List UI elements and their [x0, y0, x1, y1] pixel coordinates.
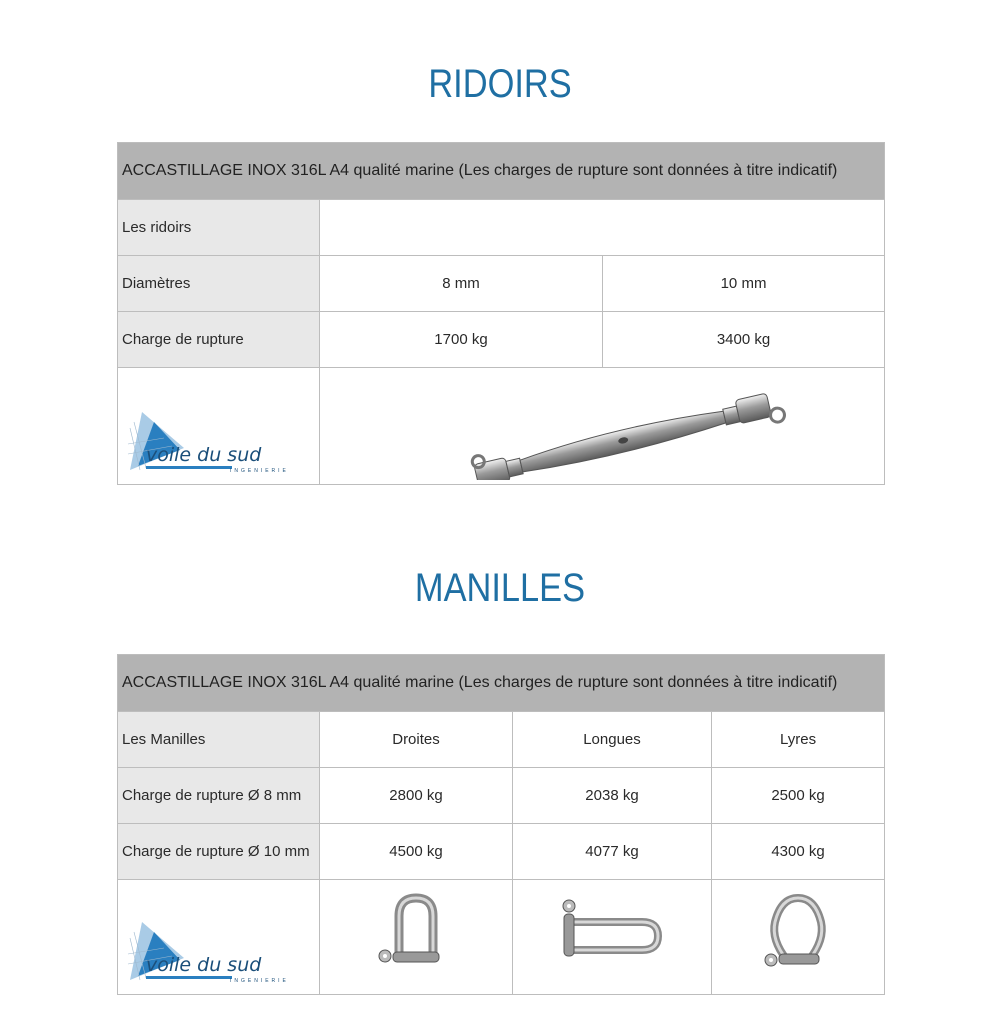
table-header-row	[118, 655, 885, 712]
cell-value: 1700 kg	[320, 312, 603, 368]
column-header: Lyres	[712, 712, 885, 768]
table-header: ACCASTILLAGE INOX 316L A4 qualité marine (Les charges de rupture sont données à titre indicatif)	[118, 143, 885, 200]
logo-cell	[118, 368, 320, 485]
turnbuckle-image-cell	[320, 368, 885, 485]
shackle-image-cell	[712, 880, 885, 995]
cell-value: 2800 kg	[320, 768, 513, 824]
column-header: Longues	[513, 712, 712, 768]
cell-value: 4500 kg	[320, 824, 513, 880]
table-image-row	[118, 880, 885, 995]
table-row	[118, 312, 885, 368]
table-row	[118, 712, 885, 768]
logo-wordmark: voile du sud	[146, 444, 262, 466]
voile-du-sud-logo	[124, 408, 299, 478]
logo-subtitle: INGENIERIE	[230, 978, 289, 984]
ridoirs-table	[117, 142, 885, 485]
cell-value: 2500 kg	[712, 768, 885, 824]
long-shackle-icon	[552, 890, 672, 980]
shackle-image-cell	[320, 880, 513, 995]
section-title-ridoirs: RIDOIRS	[428, 62, 572, 106]
logo-subtitle: INGENIERIE	[230, 468, 289, 474]
table-row	[118, 200, 885, 256]
table-header-row	[118, 143, 885, 200]
straight-shackle-icon	[371, 890, 461, 980]
table-row	[118, 256, 885, 312]
row-label: Charge de rupture Ø 10 mm	[118, 824, 320, 880]
table-row	[118, 768, 885, 824]
row-label: Les Manilles	[118, 712, 320, 768]
row-label: Charge de rupture	[118, 312, 320, 368]
section-title-manilles: MANILLES	[414, 566, 586, 610]
cell-value: 2038 kg	[513, 768, 712, 824]
manilles-table	[117, 654, 885, 995]
row-label: Charge de rupture Ø 8 mm	[118, 768, 320, 824]
turnbuckle-icon	[324, 368, 885, 480]
table-header: ACCASTILLAGE INOX 316L A4 qualité marine (Les charges de rupture sont données à titre indicatif)	[118, 655, 885, 712]
column-header: Droites	[320, 712, 513, 768]
table-row	[118, 824, 885, 880]
row-label: Diamètres	[118, 256, 320, 312]
cell-value: 3400 kg	[603, 312, 885, 368]
logo-wordmark: voile du sud	[146, 954, 262, 976]
row-label: Les ridoirs	[118, 200, 320, 256]
cell-value	[320, 200, 885, 256]
shackle-image-cell	[513, 880, 712, 995]
voile-du-sud-logo	[124, 918, 299, 988]
cell-value: 4300 kg	[712, 824, 885, 880]
table-image-row	[118, 368, 885, 485]
cell-value: 4077 kg	[513, 824, 712, 880]
bow-shackle-icon	[753, 890, 843, 980]
logo-cell	[118, 880, 320, 995]
cell-value: 8 mm	[320, 256, 603, 312]
cell-value: 10 mm	[603, 256, 885, 312]
